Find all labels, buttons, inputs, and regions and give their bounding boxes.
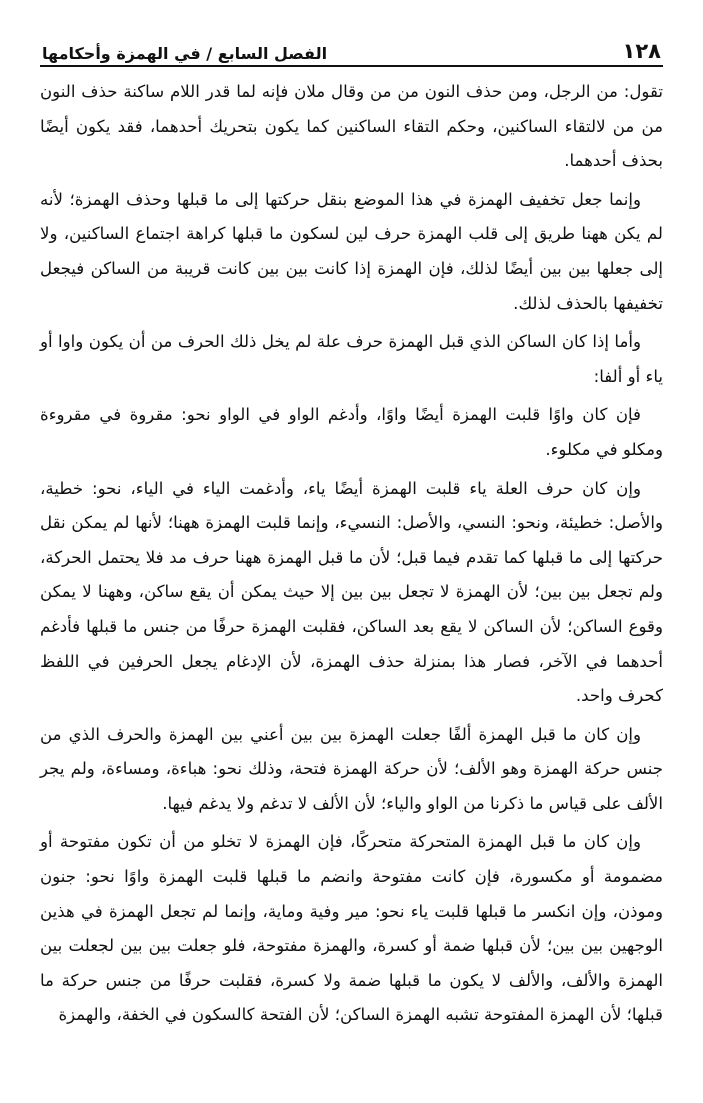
paragraph: وإنما جعل تخفيف الهمزة في هذا الموضع بنقل حركتها إلى ما قبلها وحذف الهمزة؛ لأنه لم يكن ههنا طريق إلى قلب الهمزة حرف لين لسكون ما قبلها كراهة اجتماع الساكنين، ولا إلى جعلها بين بين أيضًا لذلك، فإن الهمزة إذا كانت بين بين كانت قريبة من الساكن فيجعل تخفيفها بالحذف لذلك.: [40, 189, 663, 313]
paragraph: وإن كان ما قبل الهمزة المتحركة متحركًا، فإن الهمزة لا تخلو من أن تكون مفتوحة أو مضمومة أو مكسورة، فإن كانت مفتوحة وانضم ما قبلها قلبت الهمزة واوًا نحو: جنون وموذن، وإن انكسر ما قبلها قلبت ياء نحو: مير وفية وماية، وإنما لم تجعل الهمزة في هذين الوجهين بين بين؛ لأن قبلها ضمة أو كسرة، والهمزة مفتوحة، فلو جعلت بين بين لجعلت بين الهمزة والألف، والألف لا يكون ما قبلها ضمة ولا كسرة، فقلبت حرفًا من جنس حركة ما قبلها؛ لأن الهمزة المفتوحة تشبه الهمزة الساكن؛ لأن الفتحة كالسكون في الخفة، والهمزة: [40, 832, 663, 1025]
paragraph: تقول: من الرجل، ومن حذف النون من من وقال ملان فإنه لما قدر اللام ساكنة حذف النون من من لالتقاء الساكنين، وحكم التقاء الساكنين كما يكون بتحريك أحدهما، فقد يكون أيضًا بحذف أحدهما.: [40, 82, 663, 171]
running-title: الفصل السابع / في الهمزة وأحكامها: [42, 44, 328, 63]
paragraph: وأما إذا كان الساكن الذي قبل الهمزة حرف علة لم يخل ذلك الحرف من أن يكون واوا أو ياء أو ألفا:: [40, 332, 663, 386]
page-header: [40, 30, 663, 67]
book-page: [40, 30, 663, 1083]
paragraph: وإن كان ما قبل الهمزة ألفًا جعلت الهمزة بين بين أعني بين الهمزة والحرف الذي من جنس حركة الهمزة وهو الألف؛ لأن حركة الهمزة فتحة، وذلك نحو: هباءة، ومساءة، ولم يجر الألف على قياس ما ذكرنا من الواو والياء؛ لأن الألف لا تدغم ولا يدغم فيها.: [40, 724, 663, 813]
body-text: [40, 75, 663, 1033]
paragraph: فإن كان واوًا قلبت الهمزة أيضًا واوًا، وأدغم الواو في الواو نحو: مقروة في مقروءة ومكلو في مكلوء.: [40, 405, 663, 459]
paragraph: وإن كان حرف العلة ياء قلبت الهمزة أيضًا ياء، وأدغمت الياء في الياء، نحو: خطية، والأصل: خطيئة، ونحو: النسي، والأصل: النسيء، وإنما قلبت الهمزة ههنا؛ لأنها لم يمكن نقل حركتها إلى ما قبلها كما تقدم فيما قبل؛ لأن ما قبل الهمزة ههنا حرف مد فلا يحتمل الحركة، ولم تجعل بين بين؛ لأن الهمزة لا تجعل بين بين إلا حيث يمكن أن يقع ساكن، وههنا لا يمكن وقوع الساكن؛ لأن الساكن لا يقع بعد الساكن، فقلبت الهمزة حرفًا من جنس ما قبلها فأدغم أحدهما في الآخر، فصار هذا بمنزلة حذف الهمزة، لأن الإدغام يجعل الحرفين في اللفظ كحرف واحد.: [40, 478, 663, 706]
page-number: ١٢٨: [622, 39, 661, 63]
